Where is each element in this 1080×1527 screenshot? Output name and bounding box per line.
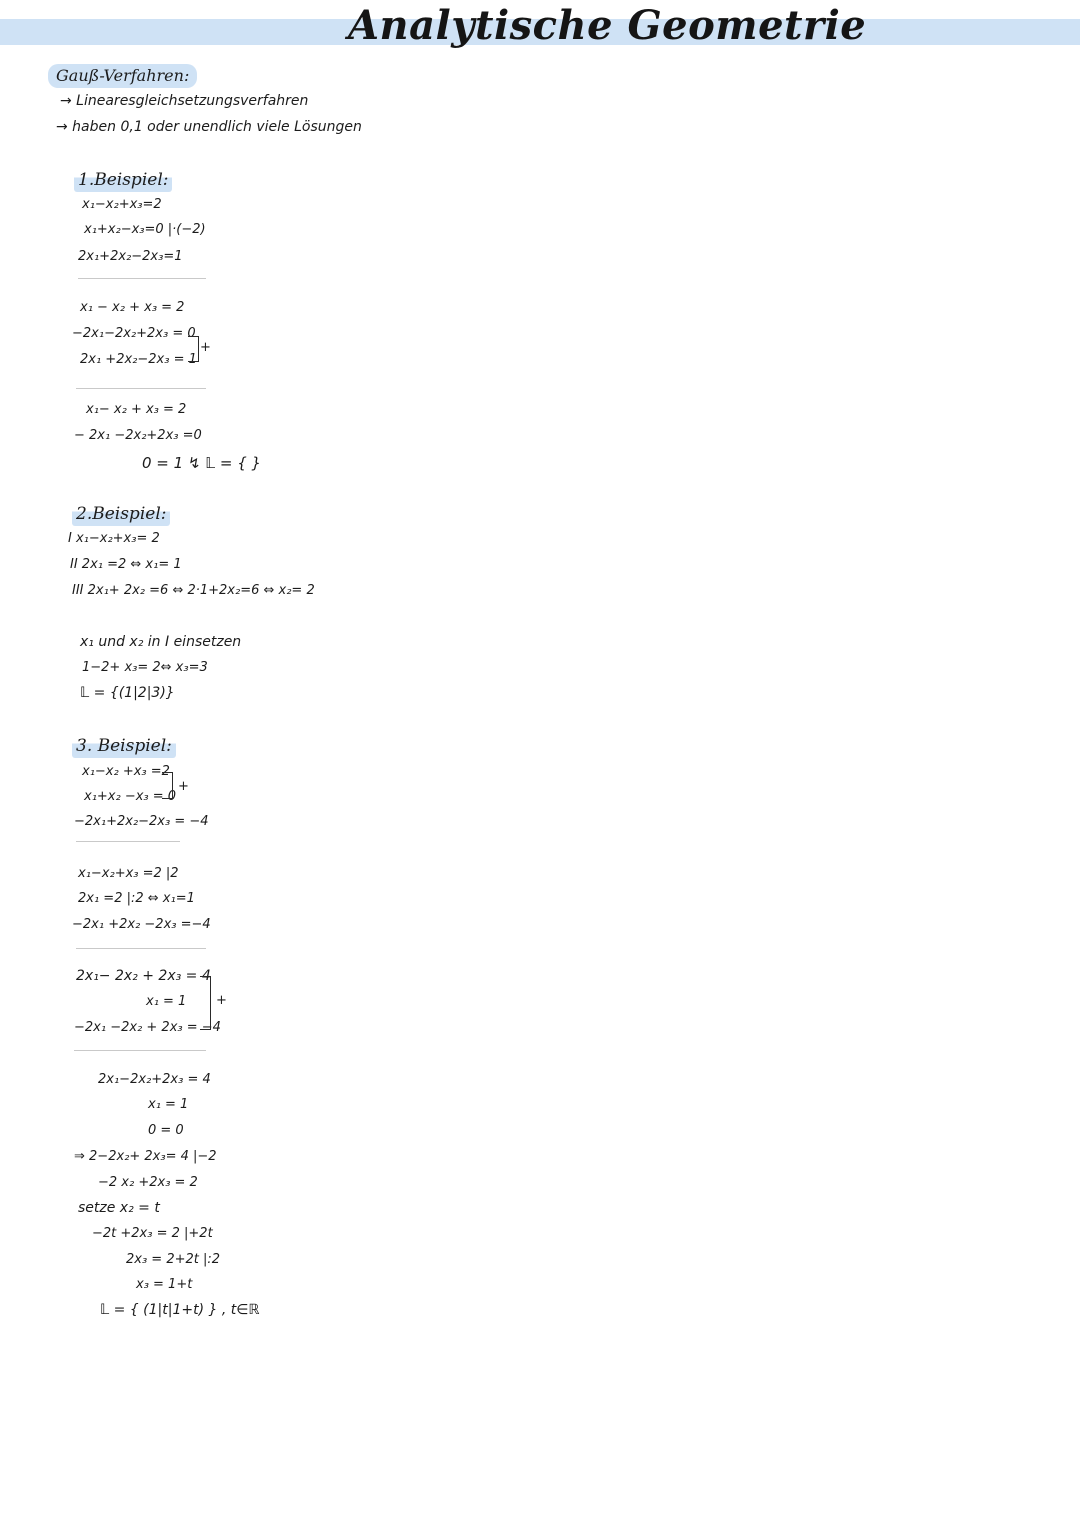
ex3-add-bracket-1 [162, 772, 173, 799]
ex1-b2-line1: x₁ − x₂ + x₃ = 2 [80, 300, 185, 315]
intro-note-2: → haben 0,1 oder unendlich viele Lösungen [56, 119, 362, 135]
ex3-b2-line2: 2x₁ =2 |:2 ⇔ x₁=1 [78, 891, 195, 906]
ex1-b2-line2: −2x₁−2x₂+2x₃ = 0 [72, 326, 196, 341]
ex1-b1-line3: 2x₁+2x₂−2x₃=1 [78, 249, 183, 264]
ex3-divider-1 [76, 841, 180, 842]
ex2-b2-result: 𝕃 = {(1|2|3)} [80, 685, 175, 701]
ex1-divider-1 [78, 278, 206, 279]
ex3-b1-line2: x₁+x₂ −x₃ = 0 [84, 789, 177, 804]
gauss-heading: Gauß-Verfahren: [48, 64, 197, 88]
intro-note-1: → Linearesgleichsetzungsverfahren [60, 93, 309, 109]
ex3-divider-3 [74, 1050, 206, 1051]
ex2-b2-line1: x₁ und x₂ in I einsetzen [80, 634, 242, 650]
example2-heading: 2.Beispiel: [72, 503, 170, 526]
ex2-b1-line3: III 2x₁+ 2x₂ =6 ⇔ 2·1+2x₂=6 ⇔ x₂= 2 [72, 583, 315, 598]
ex3-plus-sign-1: + [178, 779, 189, 794]
ex3-add-bracket-2 [200, 976, 211, 1030]
ex3-b3-line3: −2x₁ −2x₂ + 2x₃ = −4 [74, 1020, 221, 1035]
ex3-b4-line5: −2 x₂ +2x₃ = 2 [98, 1175, 198, 1190]
ex1-b3-result: 0 = 1 ↯ 𝕃 = { } [142, 454, 262, 472]
ex1-plus-sign: + [200, 340, 211, 355]
ex1-add-bracket [188, 336, 199, 362]
example1-heading: 1.Beispiel: [74, 169, 172, 192]
ex3-b2-line3: −2x₁ +2x₂ −2x₃ =−4 [72, 917, 211, 932]
ex3-plus-sign-2: + [216, 993, 227, 1008]
ex3-b3-line2: x₁ = 1 [146, 994, 187, 1009]
ex3-b4-line2: x₁ = 1 [148, 1097, 189, 1112]
ex1-b3-line2: − 2x₁ −2x₂+2x₃ =0 [74, 428, 202, 443]
ex3-b1-line3: −2x₁+2x₂−2x₃ = −4 [74, 814, 209, 829]
ex3-b4-line8: 2x₃ = 2+2t |:2 [126, 1252, 221, 1267]
ex3-b4-line4: ⇒ 2−2x₂+ 2x₃= 4 |−2 [74, 1149, 217, 1164]
ex3-b4-line6: setze x₂ = t [78, 1200, 160, 1216]
ex1-b3-line1: x₁− x₂ + x₃ = 2 [86, 402, 187, 417]
ex3-b3-line1: 2x₁− 2x₂ + 2x₃ = 4 [76, 968, 211, 984]
ex1-b1-line2: x₁+x₂−x₃=0 |·(−2) [84, 222, 206, 237]
ex2-b2-line2: 1−2+ x₃= 2⇔ x₃=3 [82, 660, 208, 675]
ex3-b2-line1: x₁−x₂+x₃ =2 |2 [78, 866, 179, 881]
example3-heading: 3. Beispiel: [72, 735, 176, 758]
ex3-b4-line7: −2t +2x₃ = 2 |+2t [92, 1226, 213, 1241]
ex3-b4-line1: 2x₁−2x₂+2x₃ = 4 [98, 1072, 211, 1087]
ex2-b1-line1: I x₁−x₂+x₃= 2 [68, 531, 160, 546]
ex3-divider-2 [76, 948, 206, 949]
ex1-divider-2 [76, 388, 206, 389]
ex2-b1-line2: II 2x₁ =2 ⇔ x₁= 1 [70, 557, 182, 572]
ex3-b1-line1: x₁−x₂ +x₃ =2 [82, 764, 170, 779]
ex1-b2-line3: 2x₁ +2x₂−2x₃ = 1 [80, 352, 197, 367]
ex3-b4-line9: x₃ = 1+t [136, 1277, 193, 1292]
ex3-b4-result: 𝕃 = { (1|t|1+t) } , t∈ℝ [100, 1302, 260, 1318]
ex1-b1-line1: x₁−x₂+x₃=2 [82, 197, 162, 212]
ex3-b4-line3: 0 = 0 [148, 1123, 184, 1138]
page-title: Analytische Geometrie [348, 2, 867, 49]
